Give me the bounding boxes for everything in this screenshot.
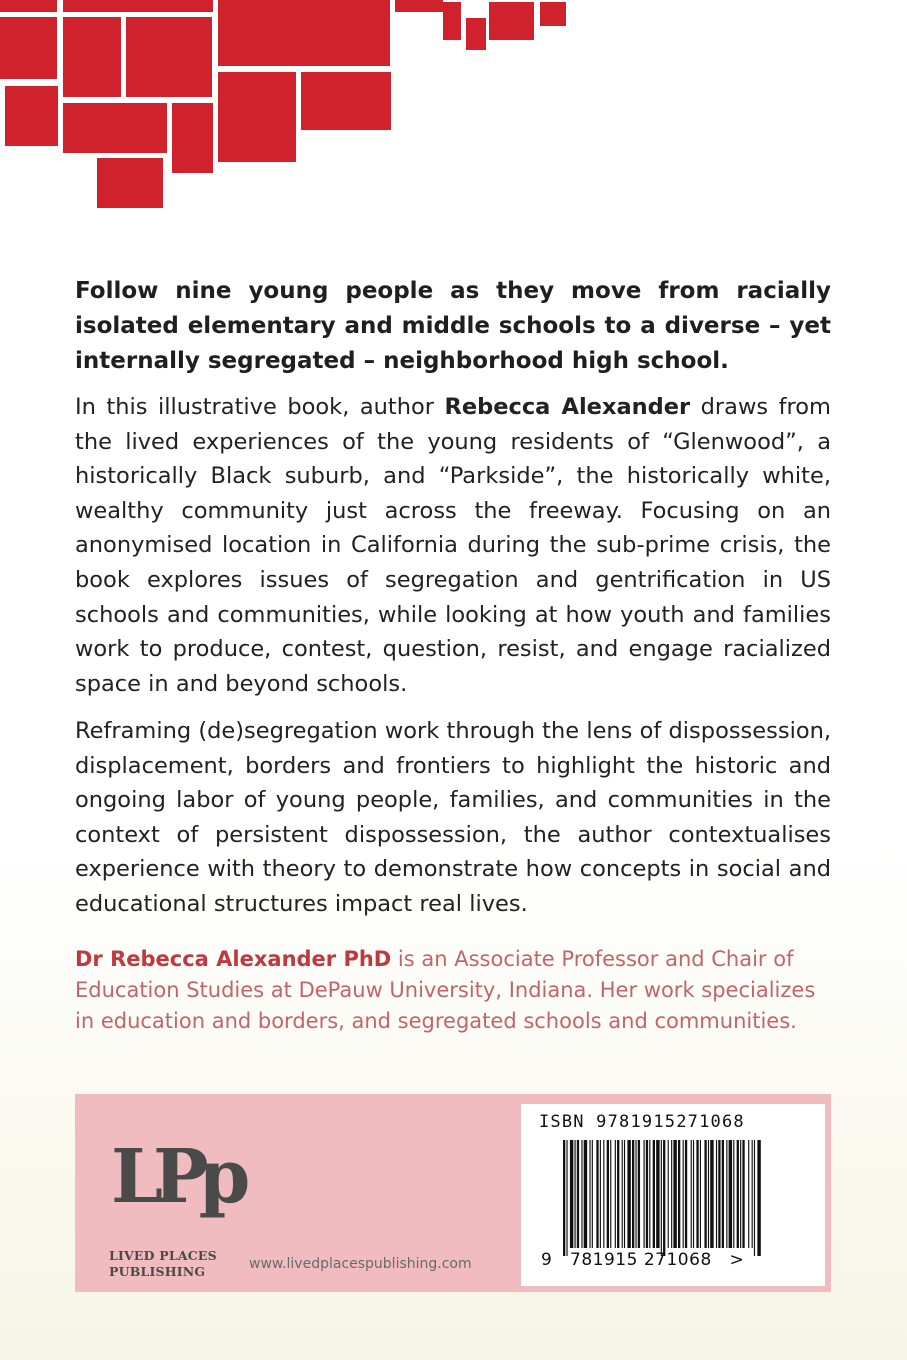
barcode-bar	[615, 1140, 616, 1248]
blurb-author-name: Rebecca Alexander	[444, 394, 691, 420]
publisher-name-line-1: LIVED PLACES	[109, 1248, 217, 1263]
publisher-name-line-2: PUBLISHING	[109, 1264, 206, 1279]
barcode-bar	[603, 1140, 604, 1248]
barcode-bar	[632, 1140, 634, 1248]
barcode-bar	[610, 1140, 611, 1248]
author-bio-text: is an Associate Professor and Chair of Education Studies at DePauw University, Indiana. Her work specializes in education and borders, and segregated schools and communities.	[75, 947, 816, 1033]
barcode-bars	[563, 1140, 759, 1256]
barcode-bar	[718, 1140, 720, 1248]
barcode-bar	[566, 1140, 567, 1256]
barcode-bar	[754, 1140, 755, 1256]
barcode-bar	[600, 1140, 601, 1248]
barcode-bar	[592, 1140, 593, 1248]
barcode-bar	[661, 1140, 662, 1256]
barcode-bar	[656, 1140, 659, 1248]
publisher-website[interactable]: www.livedplacespublishing.com	[249, 1256, 472, 1272]
barcode-bar	[635, 1140, 636, 1248]
barcode-bar	[596, 1140, 598, 1248]
barcode-bar	[726, 1140, 727, 1248]
barcode-bar	[722, 1140, 724, 1248]
publisher-panel	[75, 1094, 831, 1292]
isbn-digits-group-2: 271068	[643, 1250, 712, 1270]
barcode-bar	[627, 1140, 630, 1248]
publisher-name	[109, 1248, 249, 1280]
barcode-bar	[671, 1140, 672, 1248]
barcode-bar	[663, 1140, 665, 1256]
barcode-bar	[617, 1140, 619, 1248]
publisher-logo	[111, 1124, 241, 1239]
blurb-p1-after: draws from the lived experiences of the young residents of “Glenwood”, a historically Black suburb, and “Parkside”, the historically white, wealthy community just across the freeway. Focusing on an anonymised location in California during the sub-prime crisis, the book explores issues of segregation and gentrification in US schools and communities, while looking at how youth and families work to produce, contest, question, resist, and engage racialized space in and beyond schools.	[75, 394, 831, 697]
barcode-bar	[740, 1140, 741, 1248]
blurb-paragraph-1	[75, 390, 831, 701]
barcode-bar	[624, 1140, 625, 1248]
decorative-red-blocks	[0, 0, 600, 230]
barcode-bar	[700, 1140, 701, 1248]
barcode-bar	[733, 1140, 734, 1248]
isbn-digit-first: 9	[541, 1250, 553, 1270]
barcode-bar	[685, 1140, 687, 1248]
barcode-bar	[577, 1140, 579, 1248]
barcode-bar	[757, 1140, 760, 1256]
isbn-arrow: >	[729, 1250, 745, 1270]
barcode-bar	[708, 1140, 709, 1248]
blurb-p1-before: In this illustrative book, author	[75, 394, 445, 420]
isbn-barcode-block	[521, 1104, 825, 1286]
barcode-bar	[622, 1140, 623, 1248]
author-bio	[75, 944, 831, 1037]
isbn-label: ISBN 9781915271068	[539, 1112, 745, 1132]
barcode-bar	[581, 1140, 582, 1248]
barcode-bar	[737, 1140, 739, 1248]
barcode-bar	[668, 1140, 669, 1248]
barcode-bar	[691, 1140, 692, 1248]
barcode-bar	[644, 1140, 645, 1248]
isbn-digits-group-1: 781915	[570, 1250, 638, 1270]
barcode-bar	[683, 1140, 684, 1248]
barcode-bar	[589, 1140, 590, 1248]
barcode-bar	[678, 1140, 680, 1248]
barcode-bar	[638, 1140, 640, 1248]
barcode-bar	[696, 1140, 698, 1248]
barcode-bar	[563, 1140, 565, 1256]
barcode-bar	[575, 1140, 576, 1248]
barcode-bar	[752, 1140, 753, 1248]
author-bio-name: Dr Rebecca Alexander PhD	[75, 947, 392, 971]
barcode-bar	[693, 1140, 694, 1248]
barcode-bar	[653, 1140, 655, 1248]
blurb-paragraph-2: Reframing (de)segregation work through the lens of dispossession, displacement, borders and frontiers to highlight the historic and ongoing labor of young people, families, and communities in the context of persistent dispossession, the author contextualises experience with theory to demonstrate how concepts in social and educational structures impact real lives.	[75, 718, 831, 917]
barcode-bar	[704, 1140, 706, 1248]
blurb-lead: Follow nine young people as they move from racially isolated elementary and middle schools to a diverse – yet internally segregated – neighborhood high school.	[75, 278, 831, 374]
barcode-bar	[748, 1140, 749, 1248]
barcode-bar	[729, 1140, 732, 1248]
barcode-bar	[673, 1140, 676, 1248]
barcode-bar	[607, 1140, 609, 1248]
barcode-bar	[570, 1140, 573, 1248]
barcode-bar	[646, 1140, 648, 1248]
isbn-digits	[541, 1250, 811, 1270]
barcode-bar	[584, 1140, 587, 1248]
barcode-bar	[710, 1140, 713, 1248]
barcode-bar	[742, 1140, 744, 1248]
barcode-bar	[716, 1140, 717, 1248]
logo-letters: LPp	[111, 1134, 241, 1220]
barcode-bar	[649, 1140, 650, 1248]
